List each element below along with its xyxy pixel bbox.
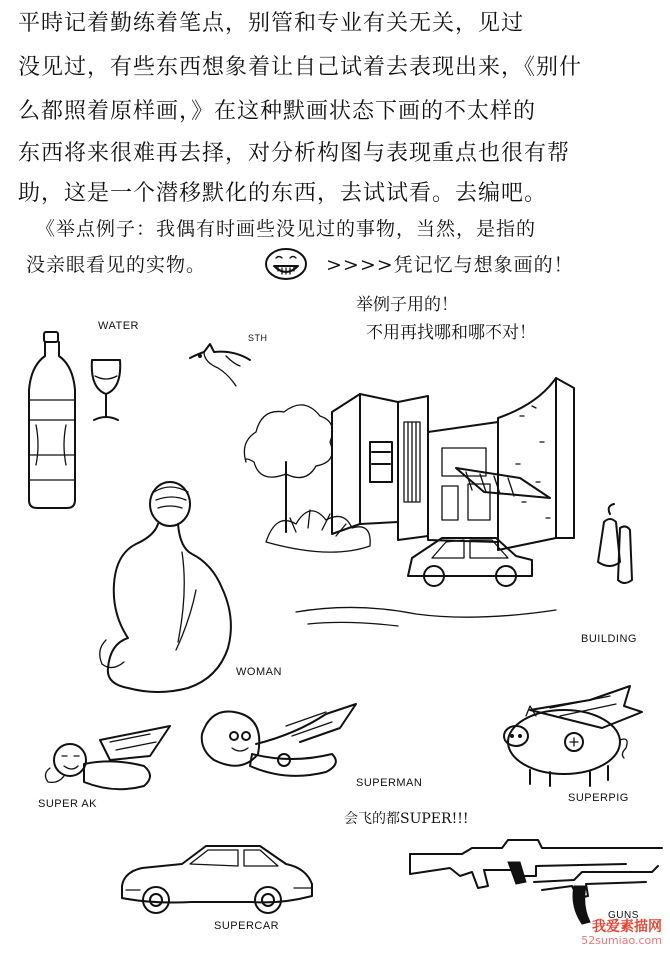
text-line-2: 没见过，有些东西想象着让自己试着去表现出来，《别什 [18,55,583,80]
label-superpig: SUPERPIG [568,792,629,804]
watermark-url: 52sumiao.com [581,933,662,947]
watermark [581,920,662,947]
text-line-4: 东西将来很难再去择，对分析构图与表现重点也很有帮 [18,141,571,166]
text-line-3: 么都照着原样画，》在这种默画状态下画的不太样的 [18,99,537,124]
woman-drawing [96,480,256,690]
label-woman: WOMAN [236,666,282,678]
label-super-ak: SUPER AK [38,798,98,810]
supercar-drawing [118,840,318,920]
superpig-drawing [490,680,650,790]
watermark-cn: 我爱素描网 [592,918,662,935]
superman-drawing [196,694,366,784]
label-building: BUILDING [581,633,637,645]
example-line-2b: >>>>凭记忆与想象画的！ [326,254,574,276]
label-signature: GUNS [608,910,639,921]
water-bottle-drawing [22,330,82,510]
super-ak-drawing [40,720,180,800]
text-line-5: 助，这是一个潜移默化的东西，去试试看。去编吧。 [18,181,548,206]
note-no-fault: 不用再找哪和哪不对！ [366,323,536,343]
building-drawing [236,372,656,642]
example-line-1: 《举点例子：我偶有时画些没见过的事物，当然，是指的 [36,218,537,240]
wine-glass-drawing [86,356,126,426]
label-water: WATER [98,320,139,332]
label-sth: STH [248,333,268,343]
text-line-1: 平時记着勤练着笔点，别管和专业有关无关，见过 [18,11,525,36]
label-supercar: SUPERCAR [214,920,280,932]
label-superman: SUPERMAN [356,777,423,789]
note-super: 会飞的都SUPER!!! [344,811,469,827]
note-example: 举例子用的！ [356,295,458,315]
laughing-face-icon [262,246,310,282]
example-line-2a: 没亲眼看见的实物。 [26,254,207,276]
